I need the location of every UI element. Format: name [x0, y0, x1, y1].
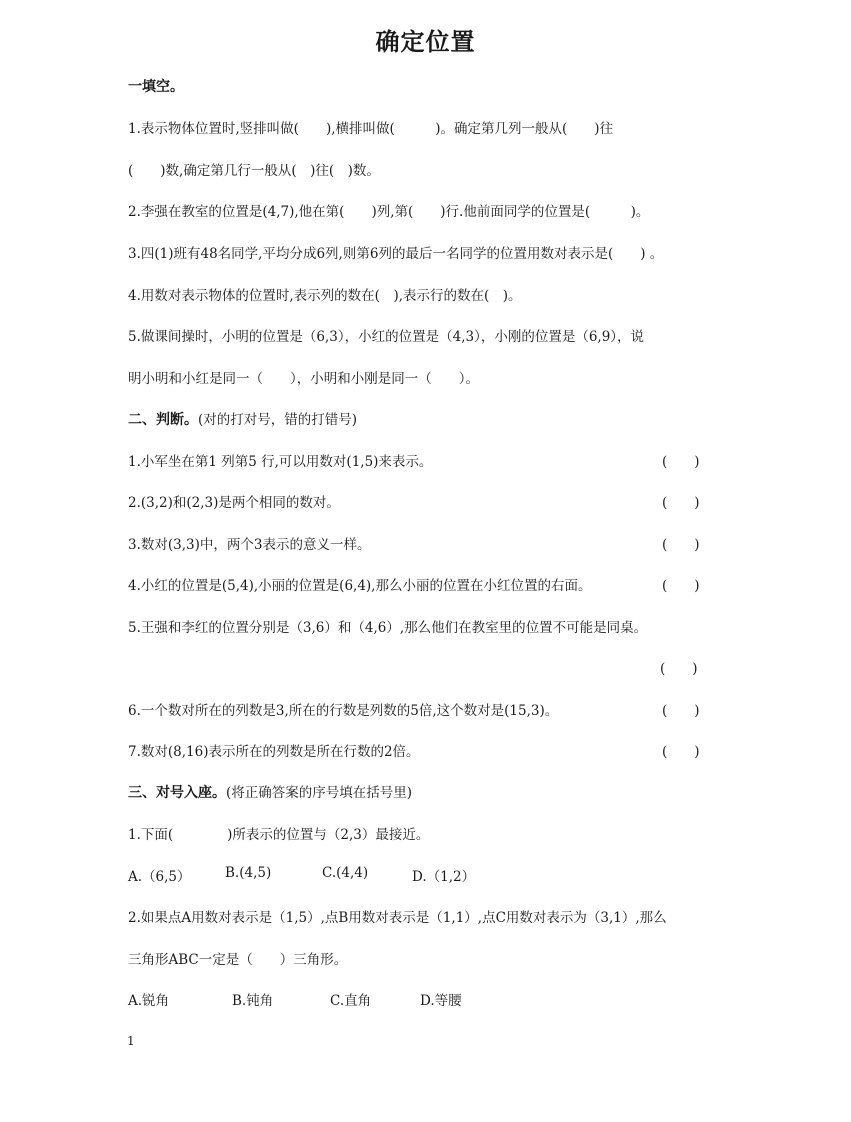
judge-answer-blank-1: ( ) [662, 454, 700, 470]
page-title: 确定位置 [375, 28, 476, 56]
q3: 3.四(1)班有48名同学,平均分成6列,则第6列的最后一名同学的位置用数对表示是( ) 。 [128, 246, 664, 262]
choice-q1: 1.下面( )所表示的位置与（2,3）最接近。 [128, 827, 430, 843]
judge-item-3: 3.数对(3,3)中，两个3表示的意义一样。 [128, 537, 371, 553]
choice-q1-option-b: B.(4,5) [225, 865, 272, 881]
judge-item-4: 4.小红的位置是(5,4),小丽的位置是(6,4),那么小丽的位置在小红位置的右面。 [128, 578, 592, 594]
choice-q2-line-2: 三角形ABC一定是（ ）三角形。 [128, 952, 348, 968]
judge-item-1: 1.小军坐在第1 列第5 行,可以用数对(1,5)来表示。 [128, 454, 433, 470]
judge-answer-blank-3: ( ) [662, 537, 700, 553]
judge-answer-blank-4: ( ) [662, 578, 700, 594]
choice-q2-option-c: C.直角 [330, 993, 372, 1009]
page-number: 1 [127, 1034, 135, 1048]
judge-item-6: 6.一个数对所在的列数是3,所在的行数是列数的5倍,这个数对是(15,3)。 [128, 703, 559, 719]
choice-q1-option-c: C.(4,4) [322, 865, 369, 881]
q2: 2.李强在教室的位置是(4,7),他在第( )列,第( )行.他前面同学的位置是( )。 [128, 204, 650, 220]
q5-line-2: 明小明和小红是同一（ ），小明和小刚是同一（ ）。 [128, 371, 479, 387]
q1-line-2: ( )数,确定第几行一般从( )往( )数。 [128, 163, 380, 179]
judge-answer-blank-6: ( ) [662, 703, 700, 719]
q5-line-1: 5.做课间操时，小明的位置是（6,3），小红的位置是（4,3），小刚的位置是（6,9），说 [128, 329, 645, 345]
judge-item-7: 7.数对(8,16)表示所在的列数是所在行数的2倍。 [128, 744, 420, 760]
choice-q1-option-d: D.（1,2） [412, 869, 476, 885]
section-3-heading: 三、对号入座。(将正确答案的序号填在括号里) [128, 785, 413, 801]
q4: 4.用数对表示物体的位置时,表示列的数在( ),表示行的数在( )。 [128, 288, 522, 304]
judge-answer-blank-5: ( ) [660, 661, 698, 677]
section-2-heading: 二、判断。(对的打对号，错的打错号) [128, 412, 358, 428]
choice-q2-option-d: D.等腰 [420, 993, 462, 1009]
judge-item-2: 2.(3,2)和(2,3)是两个相同的数对。 [128, 495, 340, 511]
choice-q2-option-b: B.钝角 [232, 993, 274, 1009]
choice-q2-line-1: 2.如果点A用数对表示是（1,5）,点B用数对表示是（1,1）,点C用数对表示为（3,1）,那么 [128, 910, 667, 926]
judge-answer-blank-7: ( ) [662, 744, 700, 760]
q1-line-1: 1.表示物体位置时,竖排叫做( ),横排叫做( )。确定第几列一般从( )往 [128, 121, 614, 137]
choice-q2-option-a: A.锐角 [128, 993, 170, 1009]
judge-answer-blank-2: ( ) [662, 495, 700, 511]
choice-q1-option-a: A.（6,5） [128, 869, 191, 885]
section-1-heading: 一填空。 [128, 79, 184, 95]
judge-item-5: 5.王强和李红的位置分别是（3,6）和（4,6）,那么他们在教室里的位置不可能是同桌。 [128, 620, 648, 636]
